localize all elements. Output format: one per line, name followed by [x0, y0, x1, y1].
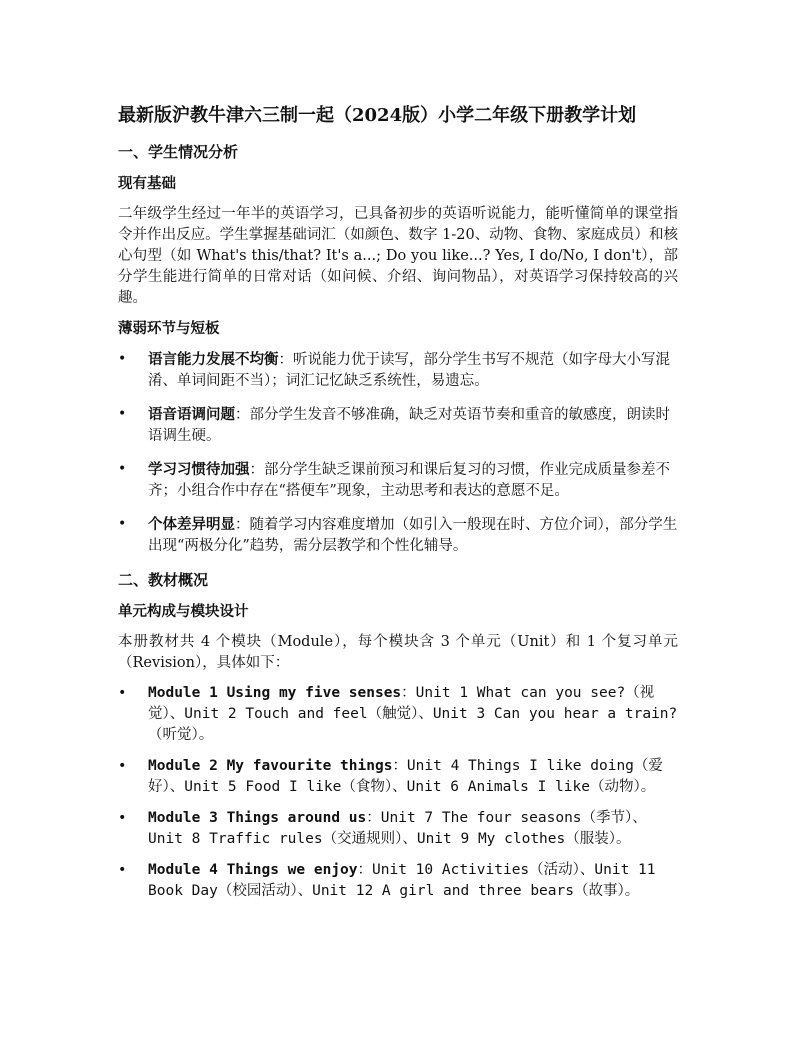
list-item	[118, 459, 678, 502]
list-item-lead: 学习习惯待加强	[148, 461, 250, 478]
document-title: 最新版沪教牛津六三制一起（2024版）小学二年级下册教学计划	[118, 105, 637, 126]
list-item	[118, 860, 678, 902]
section-heading-textbook-overview: 二、教材概况	[118, 571, 209, 589]
subheading-unit-structure: 单元构成与模块设计	[118, 603, 249, 620]
module-title: Module 2 My favourite things	[148, 758, 393, 774]
module-units: ：Unit 10 Activities（活动）、Unit 11 Book Day（校园活动）、Unit 12 A girl and three bears（故事）。	[148, 862, 656, 899]
list-item	[118, 404, 678, 447]
module-title: Module 3 Things around us	[148, 810, 367, 826]
list-item	[118, 349, 678, 392]
list-item	[118, 756, 678, 798]
module-units: ：Unit 4 Things I like doing（爱好）、Unit 5 Food I like（食物）、Unit 6 Animals I like（动物）。	[148, 758, 663, 795]
list-item-text: ：部分学生发音不够准确，缺乏对英语节奏和重音的敏感度，朗读时语调生硬。	[148, 407, 670, 444]
paragraph-current-basis: 二年级学生经过一年半的英语学习，已具备初步的英语听说能力，能听懂简单的课堂指令并作出反应。学生掌握基础词汇（如颜色、数字 1-20、动物、食物、家庭成员）和核心句型（如 What's this/that? It's a...; Do you like...? Yes, I do/No, I don't），部分学生能进行简单的日常对话（如问候、介绍、询问物品），对英语学习保持较高的兴趣。	[118, 206, 678, 306]
module-units: ：Unit 1 What can you see?（视觉）、Unit 2 Touch and feel（触觉）、Unit 3 Can you hear a train?（听觉）。	[148, 685, 678, 743]
subheading-current-basis: 现有基础	[118, 175, 176, 192]
modules-list	[118, 683, 678, 902]
module-title: Module 1 Using my five senses	[148, 685, 402, 701]
bullet-icon: •	[118, 516, 127, 532]
list-item-text: ：部分学生缺乏课前预习和课后复习的习惯，作业完成质量参差不齐；小组合作中存在“搭便车”现象，主动思考和表达的意愿不足。	[148, 462, 670, 499]
paragraph-unit-structure: 本册教材共 4 个模块（Module），每个模块含 3 个单元（Unit）和 1 个复习单元（Revision），具体如下：	[118, 634, 678, 671]
document-page	[118, 103, 678, 912]
list-item-text: ：随着学习内容难度增加（如引入一般现在时、方位介词），部分学生出现“两极分化”趋势，需分层教学和个性化辅导。	[148, 517, 678, 554]
list-item	[118, 683, 678, 746]
bullet-icon: •	[118, 758, 127, 774]
bullet-icon: •	[118, 685, 127, 701]
list-item-lead: 语音语调问题	[148, 406, 235, 423]
module-title: Module 4 Things we enjoy	[148, 862, 358, 878]
list-item	[118, 808, 678, 850]
bullet-icon: •	[118, 862, 127, 878]
bullet-icon: •	[118, 461, 127, 477]
weak-points-list	[118, 349, 678, 557]
module-units: ：Unit 7 The four seasons（季节）、Unit 8 Traffic rules（交通规则）、Unit 9 My clothes（服装）。	[148, 810, 647, 847]
bullet-icon: •	[118, 351, 127, 367]
subheading-weak-points: 薄弱环节与短板	[118, 320, 220, 337]
bullet-icon: •	[118, 810, 127, 826]
list-item-lead: 个体差异明显	[148, 516, 235, 533]
bullet-icon: •	[118, 406, 127, 422]
list-item-text: ：听说能力优于读写，部分学生书写不规范（如字母大小写混淆、单词间距不当）；词汇记忆缺乏系统性，易遗忘。	[148, 352, 670, 389]
section-heading-student-analysis: 一、学生情况分析	[118, 143, 239, 161]
list-item-lead: 语言能力发展不均衡	[148, 351, 279, 368]
list-item	[118, 514, 678, 557]
